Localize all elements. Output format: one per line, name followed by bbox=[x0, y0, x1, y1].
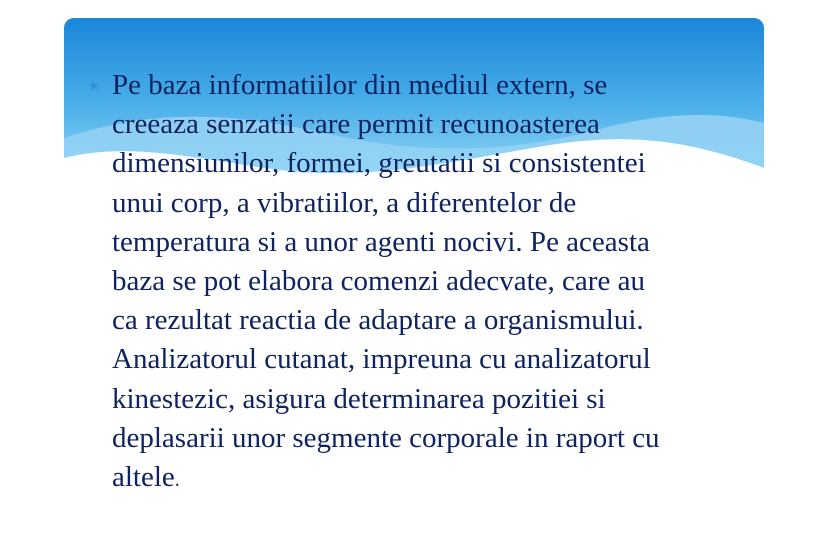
paragraph-line: dimensiunilor, formei, greutatii si consistentei bbox=[112, 147, 646, 180]
paragraph-text bbox=[112, 66, 660, 500]
paragraph-line: Analizatorul cutanat, impreuna cu analizatorul bbox=[112, 343, 651, 376]
paragraph-line: ca rezultat reactia de adaptare a organismului. bbox=[112, 304, 644, 337]
paragraph-line: baza se pot elabora comenzi adecvate, care au bbox=[112, 265, 645, 298]
paragraph-line: Pe baza informatiilor din mediul extern, se bbox=[112, 69, 608, 101]
paragraph-line: temperatura si a unor agenti nocivi. Pe aceasta bbox=[112, 225, 650, 258]
slide-content bbox=[88, 66, 788, 500]
bullet-paragraph bbox=[88, 66, 788, 500]
star-bullet-icon: ✳ bbox=[88, 79, 100, 95]
trailing-period: . bbox=[174, 469, 180, 492]
paragraph-line: kinestezic, asigura determinarea pozitiei si bbox=[112, 382, 606, 415]
paragraph-line: creeaza senzatii care permit recunoasterea bbox=[112, 108, 600, 141]
paragraph-line: altele bbox=[112, 461, 175, 494]
paragraph-line: unui corp, a vibratiilor, a diferentelor de bbox=[112, 186, 577, 219]
paragraph-line: deplasarii unor segmente corporale in raport cu bbox=[112, 421, 660, 454]
paragraph-last-line bbox=[112, 458, 660, 500]
